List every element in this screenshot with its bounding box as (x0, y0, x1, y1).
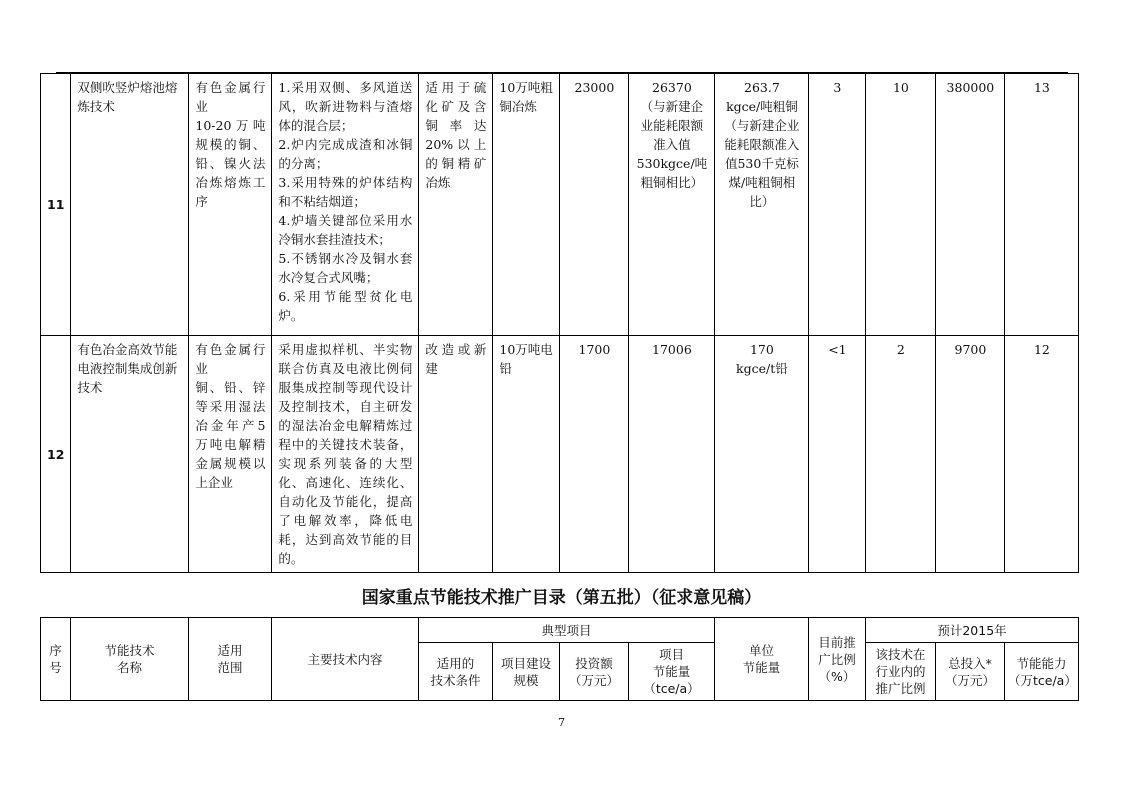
row-number: 12 (41, 336, 71, 573)
header-investment: 投资额 （万元） (560, 643, 629, 701)
table-row (41, 336, 1079, 573)
header-scope: 适用 范围 (189, 618, 272, 701)
header-future-ratio: 该技术在 行业内的 推广比例 (866, 643, 936, 701)
header-conditions: 适用的 技术条件 (419, 643, 493, 701)
header-unit-saving: 单位 节能量 (715, 618, 809, 701)
header-total-investment: 总投入* （万元） (936, 643, 1005, 701)
investment: 23000 (560, 74, 629, 336)
application-scope: 有色金属行业 铜、铅、锌等采用湿法冶金年产5万吨电解精金属规模以上企业 (189, 336, 272, 573)
technology-content: 1.采用双侧、多风道送风，吹新进物料与渣熔体的混合层； 2.炉内完成成渣和冰铜的分离； 3.采用特殊的炉体结构和不粘结烟道； 4.炉墙关键部位采用水冷铜水套挂渣技术； 5.不锈钢水冷及铜水套水冷复合式风嘴； 6.采用节能型贫化电炉。 (272, 74, 419, 336)
technology-name: 双侧吹竖炉熔池熔炼技术 (71, 74, 189, 336)
header-typical-project: 典型项目 (419, 618, 715, 643)
project-scale: 10万吨粗铜冶炼 (493, 74, 560, 336)
table-row (41, 74, 1079, 336)
unit-energy-saving: 263.7 kgce/吨粗铜 （与新建企业能耗限额准入值530千克标煤/吨粗铜相比） (715, 74, 809, 336)
application-scope: 有色金属行业 10-20万吨规模的铜、铅、镍火法冶炼熔炼工序 (189, 74, 272, 336)
total-investment: 380000 (936, 74, 1005, 336)
future-ratio: 10 (866, 74, 936, 336)
saving-capacity: 13 (1005, 74, 1079, 336)
investment: 1700 (560, 336, 629, 573)
header-capacity: 节能能力 （万tce/a） (1005, 643, 1079, 701)
row-number: 11 (41, 74, 71, 336)
current-ratio: 3 (809, 74, 866, 336)
document-title: 国家重点节能技术推广目录（第五批）（征求意见稿） (361, 588, 762, 608)
header-current-ratio: 目前推 广比例 （%） (809, 618, 866, 701)
header-number: 序 号 (41, 618, 71, 701)
header-technology-name: 节能技术 名称 (71, 618, 189, 701)
current-ratio: <1 (809, 336, 866, 573)
project-energy-saving: 26370 （与新建企业能耗限额准入值530kgce/吨粗铜相比） (629, 74, 715, 336)
technical-conditions: 适用于硫化矿及含铜率达20%以上的铜精矿冶炼 (419, 74, 493, 336)
table-header (40, 617, 1079, 701)
project-scale: 10万吨电铅 (493, 336, 560, 573)
project-energy-saving: 17006 (629, 336, 715, 573)
technology-name: 有色冶金高效节能电液控制集成创新技术 (71, 336, 189, 573)
header-forecast: 预计2015年 (866, 618, 1079, 643)
technology-content: 采用虚拟样机、半实物联合仿真及电液比例伺服集成控制等现代设计及控制技术，自主研发的湿法冶金电解精炼过程中的关键技术装备，实现系列装备的大型化、高速化、连续化、自动化及节能化，提高了电解效率，降低电耗，达到高效节能的目的。 (272, 336, 419, 573)
total-investment: 9700 (936, 336, 1005, 573)
technology-table (40, 73, 1079, 573)
header-energy-saving: 项目 节能量 （tce/a） (629, 643, 715, 701)
header-content: 主要技术内容 (272, 618, 419, 701)
unit-energy-saving: 170 kgce/t铅 (715, 336, 809, 573)
header-scale: 项目建设 规模 (493, 643, 560, 701)
technical-conditions: 改造或新建 (419, 336, 493, 573)
saving-capacity: 12 (1005, 336, 1079, 573)
future-ratio: 2 (866, 336, 936, 573)
page-number: 7 (558, 716, 565, 729)
